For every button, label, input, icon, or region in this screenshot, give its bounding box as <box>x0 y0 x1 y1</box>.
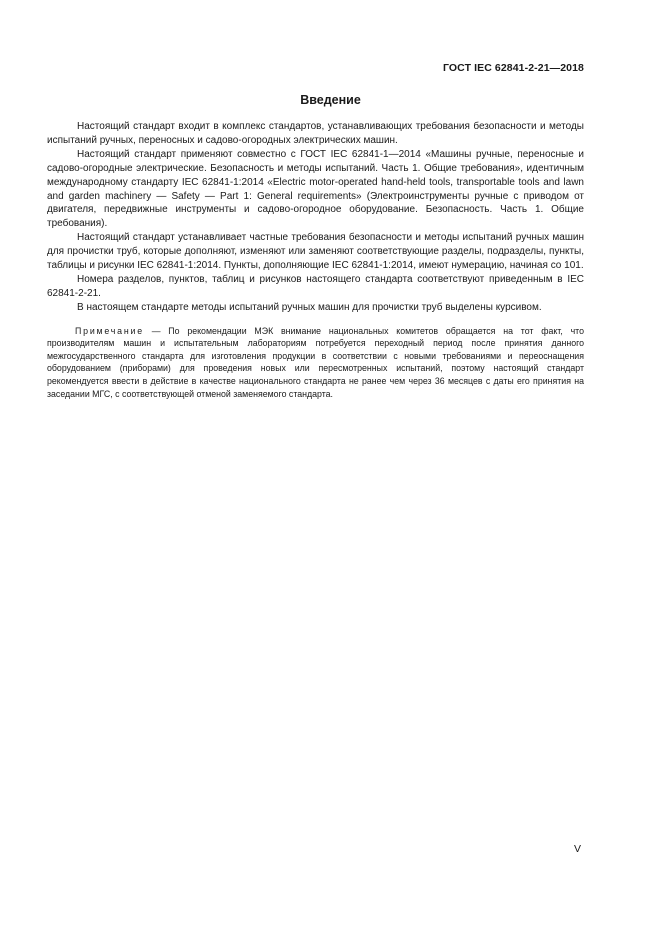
section-body <box>47 120 584 400</box>
note-label: Примечание <box>75 325 144 336</box>
paragraph: Настоящий стандарт устанавливает частные требования безопасности и методы испытаний ручных машин для прочистки труб, которые дополняют, изменяют или заменяют соответствующие разделы, подразделы, пункты, таблицы и рисунки IEC 62841-1:2014. Пункты, дополняющие IEC 62841-1:2014, имеют нумерацию, начиная со 101. <box>47 232 584 272</box>
paragraph: Настоящий стандарт применяют совместно с ГОСТ IEC 62841-1—2014 «Машины ручные, переносные и садово-огородные электрические. Безопасность и методы испытаний. Часть 1. Общие требования», идентичным международному стандарту IEC 62841-1:2014 «Electric motor-operated hand-held tools, transportable tools and lawn and garden machinery — Safety — Part 1: General requirements» (Электроинструменты ручные с приводом от двигателя, передвижные инструменты и садово-огородное оборудование. Безопасность. Часть 1. Общие требования). <box>47 148 584 230</box>
page-number: V <box>573 843 581 855</box>
note <box>47 325 584 401</box>
paragraph: Настоящий стандарт входит в комплекс стандартов, устанавливающих требования безопасности и методы испытаний ручных, переносных и садово-огородных электрических машин. <box>47 121 584 146</box>
paragraph: Номера разделов, пунктов, таблиц и рисунков настоящего стандарта соответствуют приведенным в IEC 62841-2-21. <box>47 273 584 299</box>
paragraph: В настоящем стандарте методы испытаний ручных машин для прочистки труб выделены курсивом. <box>77 301 542 313</box>
document-number: ГОСТ IEC 62841-2-21—2018 <box>442 62 584 74</box>
note-text: — По рекомендации МЭК внимание национальных комитетов обращается на тот факт, что производителям машин и испытательным лабораториям потребуется переходный период после принятия данного межгосударственного стандарта для изготовления продукции в соответствии с новыми требованиями и переоснащения оборудованием (приборами) для проведения новых или пересмотренных испытаний, поэтому настоящий стандарт рекомендуется ввести в действие в качестве национального стандарта не ранее чем через 36 месяцев с даты его принятия на заседании МГС, с соответствующей отменой заменяемого стандарта. <box>47 325 584 399</box>
section-title: Введение <box>300 93 361 107</box>
